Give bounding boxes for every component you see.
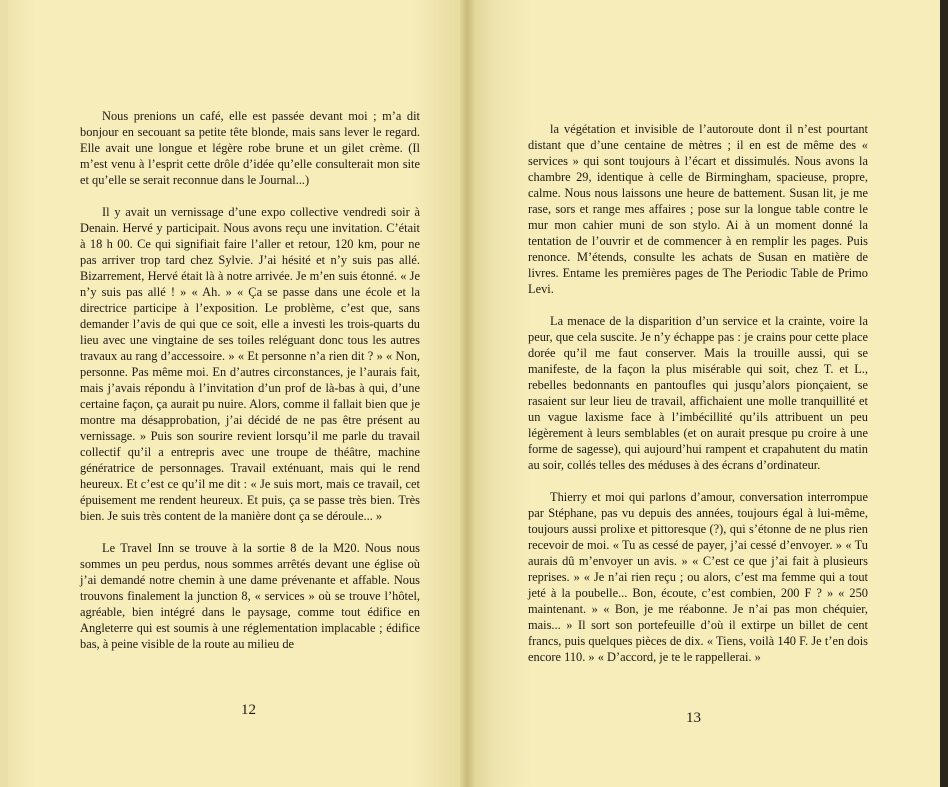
left-page-text — [80, 108, 420, 652]
scan-edge — [940, 0, 948, 787]
right-page-text — [528, 121, 868, 665]
paragraph: La menace de la disparition d’un service et la crainte, voire la peur, que cela suscite. Je n’y échappe pas : je crains pour cette place dorée qu’il me faut conserver. Mais la trouille aussi, qui se manifeste, de la façon la plus misérable qui soit, chez T. et L., rebelles bedonnants en pantoufles qui jusqu’alors pionçaient, se rasaient sur leur lieu de travail, affichaient une molle tranquillité et un vague laxisme face à l’imbécillité qu’ils attribuent un peu légèrement à leurs semblables (et on aurait presque pu croire à une forme de sagesse), qui aujourd’hui rampent et crapahutent du matin au soir, collés telles des méduses à des écrans d’ordinateur. — [528, 314, 868, 472]
paragraph: Nous prenions un café, elle est passée devant moi ; m’a dit bonjour en secouant sa petite tête blonde, mais sans lever le regard. Elle avait une longue et légère robe brune et un gilet crème. (Il m’est venu à l’esprit cette drôle d’idée qu’elle consulterait mon site et qu’elle se serait reconnue dans le Journal...) — [80, 109, 420, 187]
paragraph: la végétation et invisible de l’autoroute dont il n’est pourtant distant que d’une centaine de mètres ; il en est de même des « services » qui sont toujours à l’écart et dissimulés. Nous avons la chambre 29, identique à celle de Birmingham, spacieuse, propre, calme. Nous nous laissons une heure de battement. Susan lit, je me rase, sors et range mes affaires ; pose sur la longue table contre le mur mon cahier muni de son stylo. Ai à un moment donné la tentation de l’ouvrir et de commencer à en remplir les pages. Puis renonce. M’étends, consulte les achats de Susan en matière de livres. Entame les premières pages de The Periodic Table de Primo Levi. — [528, 122, 868, 296]
paragraph: Le Travel Inn se trouve à la sortie 8 de la M20. Nous nous sommes un peu perdus, nous sommes arrêtés devant une église où j’ai demandé notre chemin à une dame prévenante et affable. Nous trouvons finalement la junction 8, « services » où se trouve l’hôtel, agréable, bien intégré dans le paysage, comme tout édifice en Angleterre qui est soumis à une réglementation implacable ; édifice bas, à peine visible de la route au milieu de — [80, 541, 420, 651]
paragraph: Il y avait un vernissage d’une expo collective vendredi soir à Denain. Hervé y participait. Nous avons reçu une invitation. C’était à 18 h 00. Ce qui signifiait faire l’aller et retour, 120 km, pour ne pas arriver trop tard chez Sylvie. J’ai hésité et n’y suis pas allé. Bizarrement, Hervé était là à notre arrivée. Je m’en suis étonné. « Je n’y suis pas allé ! » « Ah. » « Ça se passe dans une école et la directrice participe à l’exposition. Le problème, c’est que, sans demander l’avis de qui que ce soit, elle a investi les trois-quarts du lieu avec une vingtaine de ses toiles reléguant donc tous les autres travaux au rang d’accessoire. » « Et personne n’a rien dit ? » « Non, personne. Pas même moi. En d’autres circonstances, je l’aurais fait, mais j’avais répondu à l’invitation d’un prof de là-bas à qui, d’une certaine façon, ça aurait pu nuire. Alors, comme il fallait bien que je montre ma désapprobation, j’ai décidé de ne pas être présent au vernissage. » Puis son sourire revient lorsqu’il me parle du travail collectif qu’il a entrepris avec une troupe de théâtre, machine génératrice de personnages. Travail exténuant, mais qui le rend heureux. Et c’est ce qu’il me dit : « Je suis mort, mais ce travail, cet épuisement me rendent heureux. Et puis, ça se passe très bien. Très bien. Je suis très content de la manière dont ça se déroule... » — [80, 205, 420, 523]
paragraph: Thierry et moi qui parlons d’amour, conversation interrompue par Stéphane, pas vu depuis des années, toujours égal à lui-même, toujours aussi prolixe et pittoresque (?), qui s’étonne de ne plus rien recevoir de moi. « Tu as cessé de payer, j’ai cessé d’envoyer. » « Tu aurais dû m’envoyer un avis. » « C’est ce que j’ai fait à plusieurs reprises. » « Je n’ai rien reçu ; ou alors, c’est ma femme qui a tout jeté à la poubelle... Bon, écoute, c’est combien, 200 F ? » « 250 maintenant. » « Bon, je me réabonne. Je n’ai pas mon chéquier, mais... » Il sort son portefeuille d’où il extirpe un billet de cent francs, puis quelques pièces de dix. « Tiens, voilà 140 F. Je t’en dois encore 110. » « D’accord, je te le rappellerai. » — [528, 490, 868, 664]
book-gutter — [460, 0, 474, 787]
page-number-left: 12 — [241, 702, 256, 718]
page-number-right: 13 — [686, 710, 701, 726]
